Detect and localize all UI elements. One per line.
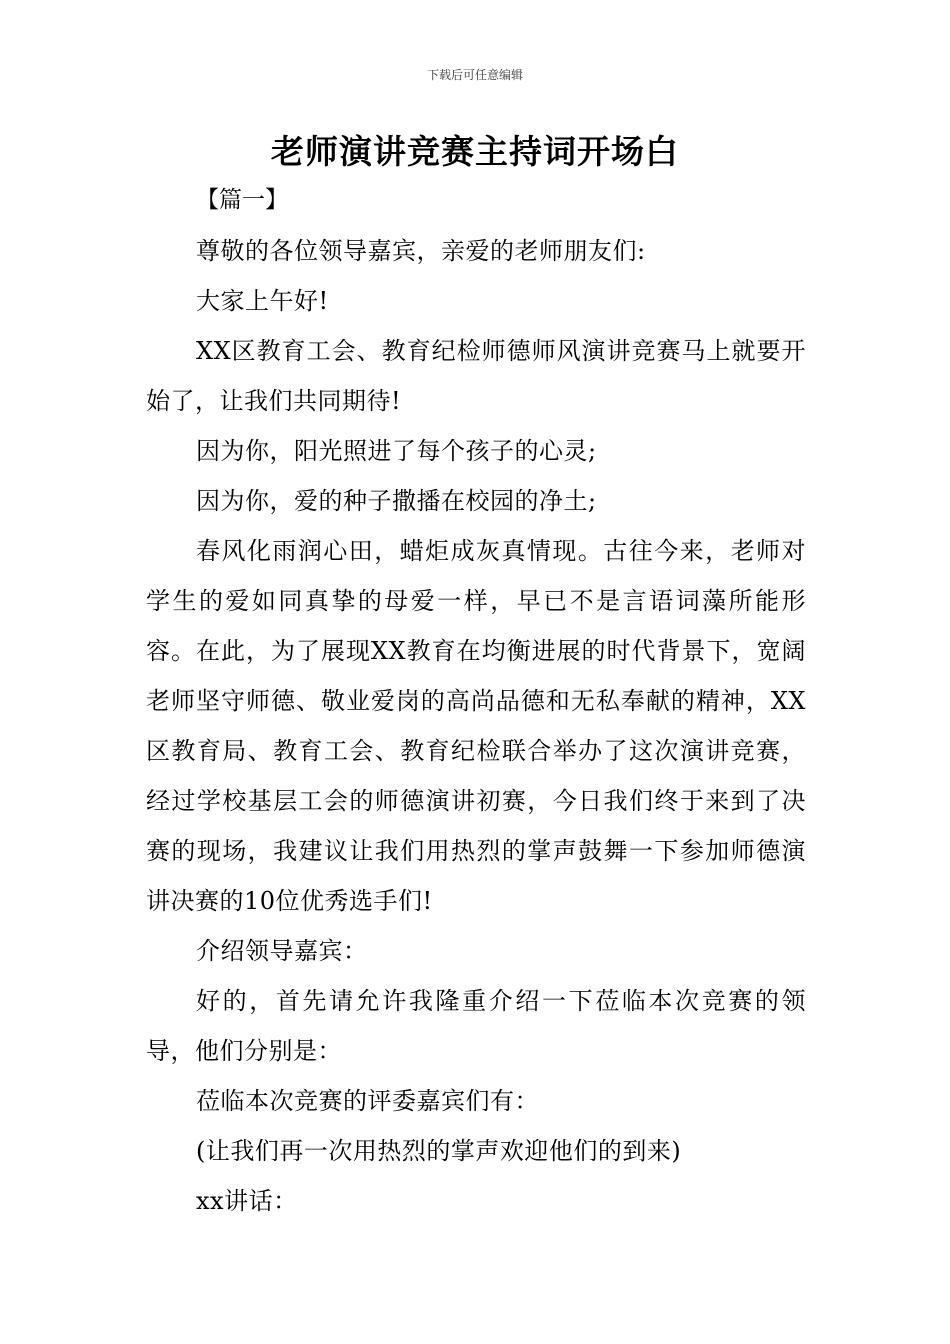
paragraph-main: 春风化雨润心田，蜡炬成灰真情现。古往今来，老师对学生的爱如同真挚的母爱一样，早已不是言语词藻所能形容。在此，为了展现XX教育在均衡进展的时代背景下，宽阔老师坚守师德、敬业爱岗的高尚品德和无私奉献的精神，XX区教育局、教育工会、教育纪检联合举办了这次演讲竞赛，经过学校基层工会的师德演讲初赛，今日我们终于来到了决赛的现场，我建议让我们用热烈的掌声鼓舞一下参加师德演讲决赛的10位优秀选手们! <box>146 537 806 915</box>
page-header-note: 下载后可任意编辑 <box>426 68 523 82</box>
paragraph-sunshine: 因为你，阳光照进了每个孩子的心灵; <box>196 437 597 465</box>
paragraph-speech: xx讲话： <box>196 1187 298 1215</box>
paragraph-greeting: 尊敬的各位领导嘉宾，亲爱的老师朋友们: <box>196 237 646 265</box>
paragraph-opening: XX区教育工会、教育纪检师德师风演讲竞赛马上就要开始了，让我们共同期待! <box>146 337 806 415</box>
document-title: 老师演讲竞赛主持词开场白 <box>271 132 679 171</box>
paragraph-introduce-guests: 介绍领导嘉宾： <box>196 937 368 965</box>
document-body <box>146 226 806 1226</box>
paragraph-judges: 莅临本次竞赛的评委嘉宾们有： <box>196 1087 539 1115</box>
section-label: 【篇一】 <box>196 187 288 213</box>
paragraph-good-morning: 大家上午好! <box>196 287 329 315</box>
paragraph-seeds: 因为你，爱的种子撒播在校园的净土; <box>196 487 597 515</box>
paragraph-applause: (让我们再一次用热烈的掌声欢迎他们的到来) <box>196 1137 682 1165</box>
paragraph-leaders: 好的，首先请允许我隆重介绍一下莅临本次竞赛的领导，他们分别是： <box>146 987 806 1065</box>
